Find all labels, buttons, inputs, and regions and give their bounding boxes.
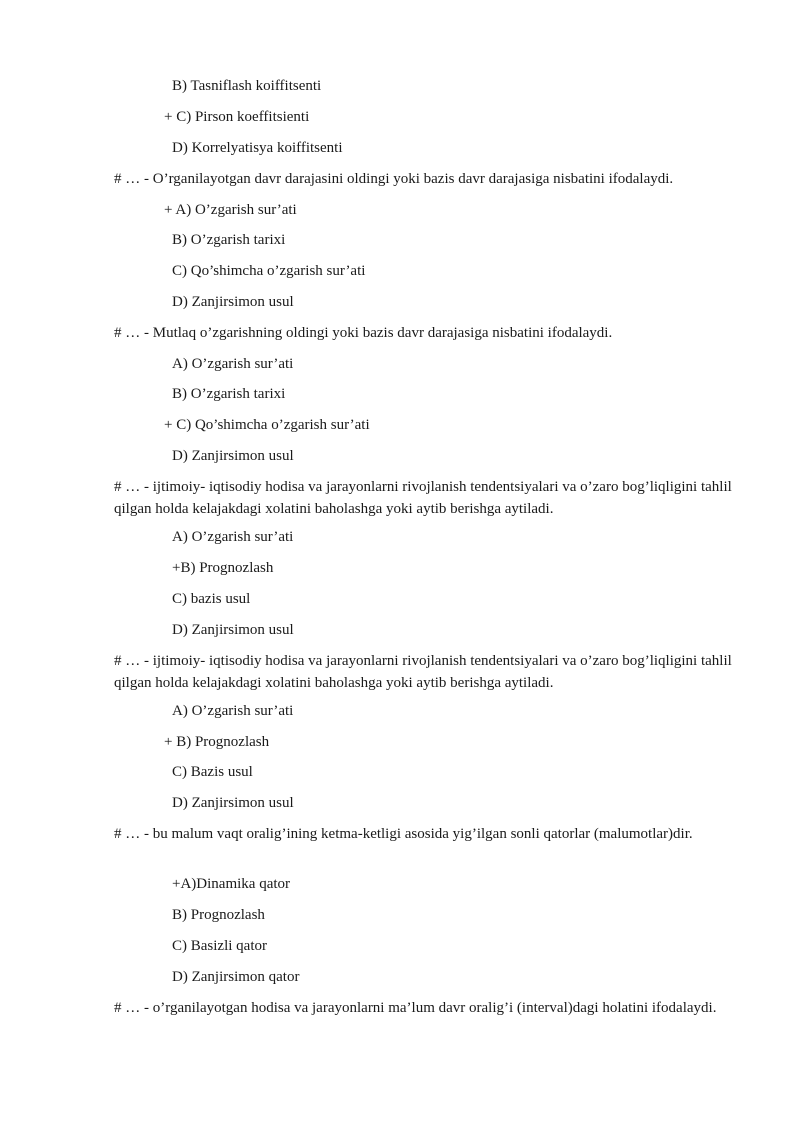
- question-text: # … - o’rganilayotgan hodisa va jarayonlarni ma’lum davr oralig’i (interval)dagi holatini ifodalaydi.: [114, 1000, 717, 1016]
- answer-option: C) bazis usul: [172, 591, 251, 607]
- answer-option: C) Bazis usul: [172, 764, 253, 780]
- answer-option: B) O’zgarish tarixi: [172, 386, 286, 402]
- answer-option: C) Qo’shimcha o’zgarish sur’ati: [172, 263, 366, 279]
- question-text: # … - ijtimoiy- iqtisodiy hodisa va jarayonlarni rivojlanish tendentsiyalari va o’zaro bog’liqligini tahlil qilgan holda kelajakdagi xolatini baholashga yoki aytib berishga aytiladi.: [114, 479, 732, 517]
- question-text: # … - O’rganilayotgan davr darajasini oldingi yoki bazis davr darajasiga nisbatini ifodalaydi.: [114, 171, 674, 187]
- answer-option: A) O’zgarish sur’ati: [172, 356, 294, 372]
- answer-option: D) Zanjirsimon qator: [172, 969, 300, 985]
- answer-option-correct: + A) O’zgarish sur’ati: [164, 202, 297, 218]
- answer-option: D) Zanjirsimon usul: [172, 795, 294, 811]
- answer-option-correct: +B) Prognozlash: [172, 560, 274, 576]
- answer-option: D) Zanjirsimon usul: [172, 448, 294, 464]
- answer-option-correct: + B) Prognozlash: [164, 734, 270, 750]
- question-text: # … - bu malum vaqt oralig’ining ketma-ketligi asosida yig’ilgan sonli qatorlar (malumotlar)dir.: [114, 826, 693, 842]
- answer-option: B) Prognozlash: [172, 907, 265, 923]
- answer-option-correct: + C) Qo’shimcha o’zgarish sur’ati: [164, 417, 370, 433]
- question-text: # … - Mutlaq o’zgarishning oldingi yoki bazis davr darajasiga nisbatini ifodalaydi.: [114, 325, 613, 341]
- answer-option: A) O’zgarish sur’ati: [172, 529, 294, 545]
- answer-option: D) Zanjirsimon usul: [172, 294, 294, 310]
- answer-option: D) Korrelyatisya koiffitsenti: [172, 140, 343, 156]
- answer-option: B) O’zgarish tarixi: [172, 232, 286, 248]
- answer-option-correct: +A)Dinamika qator: [172, 876, 291, 892]
- answer-option: C) Basizli qator: [172, 938, 267, 954]
- question-text: # … - ijtimoiy- iqtisodiy hodisa va jarayonlarni rivojlanish tendentsiyalari va o’zaro bog’liqligini tahlil qilgan holda kelajakdagi xolatini baholashga yoki aytib berishga aytiladi.: [114, 653, 732, 691]
- answer-option: B) Tasniflash koiffitsenti: [172, 78, 322, 94]
- answer-option: D) Zanjirsimon usul: [172, 622, 294, 638]
- answer-option: A) O’zgarish sur’ati: [172, 703, 294, 719]
- answer-option-correct: + C) Pirson koeffitsienti: [164, 109, 310, 125]
